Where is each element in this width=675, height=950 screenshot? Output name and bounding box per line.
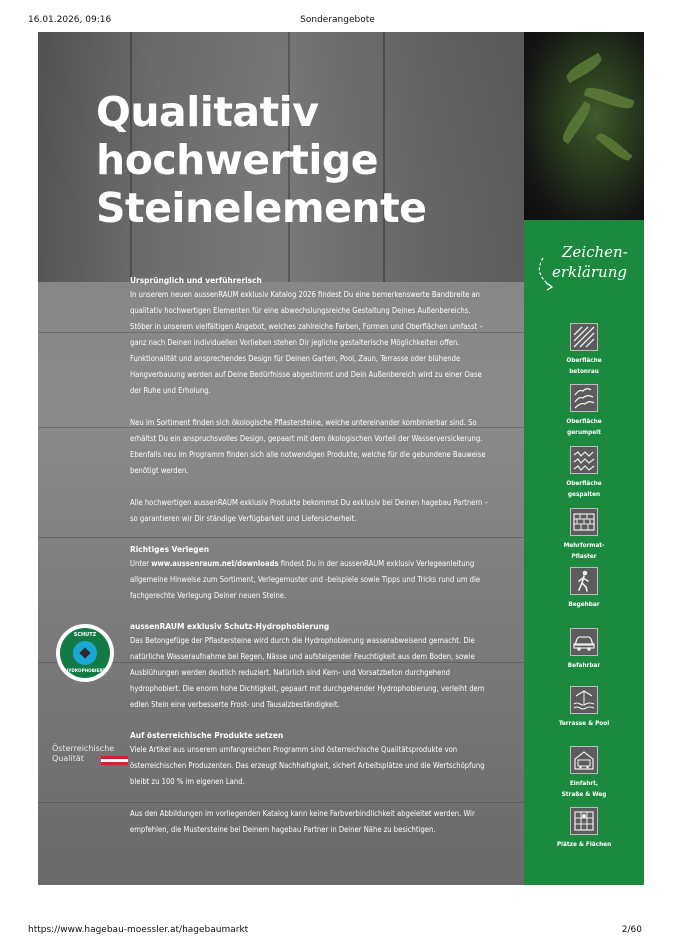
print-page-number: 2/60 [621, 925, 642, 935]
headline-line: Steinelemente [96, 184, 427, 232]
badge-bottom-text: HYDROPHOBIERT [64, 668, 106, 673]
driveway-street-icon [570, 746, 598, 774]
plant-photo [524, 32, 644, 220]
legend-item: Mehrformat- Pflaster [524, 508, 644, 562]
body-text [130, 274, 495, 854]
legend-panel [524, 220, 644, 885]
legend-item: Oberfläche betonrau [524, 323, 644, 377]
paragraph: Viele Artikel aus unserem umfangreichen Programm sind österreichische Qualitätsprodukte von österreichischen Produzenten. Das erzeugt Nachhaltigkeit, sichert Arbeitsplätze und die Wertschöpfung bleibt zu 100 % im eigenen Land. [130, 745, 485, 786]
surface-tumbled-icon [570, 384, 598, 412]
legend-title: Zeichen- erklärung [552, 243, 628, 281]
section-heading: Auf österreichische Produkte setzen [130, 730, 284, 740]
downloads-link[interactable]: www.aussenraum.net/downloads [151, 559, 279, 568]
multiformat-paving-icon [570, 508, 598, 536]
headline-line: hochwertige [96, 136, 379, 184]
page-headline [96, 88, 426, 232]
legend-item: Terrasse & Pool [524, 686, 644, 729]
legend-item: Oberfläche gerumpelt [524, 384, 644, 438]
print-url: https://www.hagebau-moessler.at/hagebaumarkt [28, 925, 249, 935]
headline-line: Qualitativ [96, 88, 319, 136]
catalog-page [38, 32, 644, 885]
terrace-pool-icon [570, 686, 598, 714]
squares-areas-icon [570, 807, 598, 835]
paragraph: Neu im Sortiment finden sich ökologische Pflastersteine, welche untereinander kombinierbar sind. So erhältst Du ein anspruchsvolles Design, gepaart mit dem ökologischen Vorteil der Wasserversickerung. Ebenfalls neu im Programm finden sich alle notwendigen Produkte, welche für die gebundene Bauweise benötigt werden. [130, 418, 486, 475]
section-heading: Richtiges Verlegen [130, 544, 210, 554]
austria-flag-icon [101, 756, 128, 765]
section-heading: Ursprünglich und verführerisch [130, 275, 262, 285]
legend-item: Begehbar [524, 567, 644, 610]
surface-concrete-rough-icon [570, 323, 598, 351]
austrian-quality-label: Österreichische Qualität [52, 744, 114, 764]
print-title: Sonderangebote [300, 15, 375, 25]
hydrophobic-badge [56, 624, 114, 682]
water-drop-icon [73, 641, 97, 665]
legend-item: Plätze & Flächen [524, 807, 644, 850]
paragraph: Das Betongefüge der Pflastersteine wird durch die Hydrophobierung wasserabweisend gemacht. Die natürliche Wasseraufnahme bei Regen, Nässe und aufsteigender Feuchtigkeit aus dem Boden, sowie Ausblühungen werden deutlich reduziert. Natürlich sind Kern- und Vorsatzbeton durchgehend hydrophobiert. Die enorm hohe Dichtigkeit, gepaart mit durchgehender Hydrophobierung, verleiht dem edlen Stein eine verbesserte Frost- und Tausalzbeständigkeit. [130, 636, 485, 709]
paragraph: Aus den Abbildungen im vorliegenden Katalog kann keine Farbverbindlichkeit abgeleitet werden. Wir empfehlen, die Mustersteine bei Deinem hagebau Partner in Deiner Nähe zu besichtigen. [130, 809, 475, 834]
surface-split-icon [570, 446, 598, 474]
badge-top-text: SCHUTZ [73, 632, 97, 638]
legend-item: Einfahrt, Straße & Weg [524, 746, 644, 800]
paragraph: In unserem neuen aussenRAUM exklusiv Katalog 2026 findest Du eine bemerkenswerte Bandbreite an qualitativ hochwertigen Elementen für eine abwechslungsreiche Gestaltung Deines Außenbereichs. Stöber in unserem vielfältigen Angebot, welches zahlreiche Farben, Formen und Oberflächen umfasst – ganz nach Deinen individuellen Vorlieben stehen Dir jegliche gestalterische Möglichkeiten offen. Funktionalität und ansprechendes Design für Deinen Garten, Pool, Zaun, Terrasse oder blühende Hangverbauung werden auf Deine Bedürfnisse abgestimmt und Dein Außenbereich wird zu einer Oase der Ruhe und Erholung. [130, 290, 483, 395]
walkable-icon [570, 567, 598, 595]
legend-item: Oberfläche gespalten [524, 446, 644, 500]
paragraph: Unter www.aussenraum.net/downloads findest Du in der aussenRAUM exklusiv Verlegeanleitung allgemeine Hinweise zum Sortiment, Verlegemuster und -beispiele sowie Tipps und Tricks rund um die fachgerechte Verlegung Deiner neuen Steine. [130, 559, 481, 600]
section-heading: aussenRAUM exklusiv Schutz-Hydrophobierung [130, 621, 330, 631]
legend-item: Befahrbar [524, 628, 644, 671]
curved-arrow-icon [533, 256, 563, 292]
print-date: 16.01.2026, 09:16 [28, 15, 112, 25]
drivable-icon [570, 628, 598, 656]
stone-icon [79, 647, 90, 658]
paragraph: Alle hochwertigen aussenRAUM exklusiv Produkte bekommst Du exklusiv bei Deinen hagebau Partnern – so garantieren wir Dir ständige Verfügbarkeit und Liefersicherheit. [130, 498, 488, 523]
